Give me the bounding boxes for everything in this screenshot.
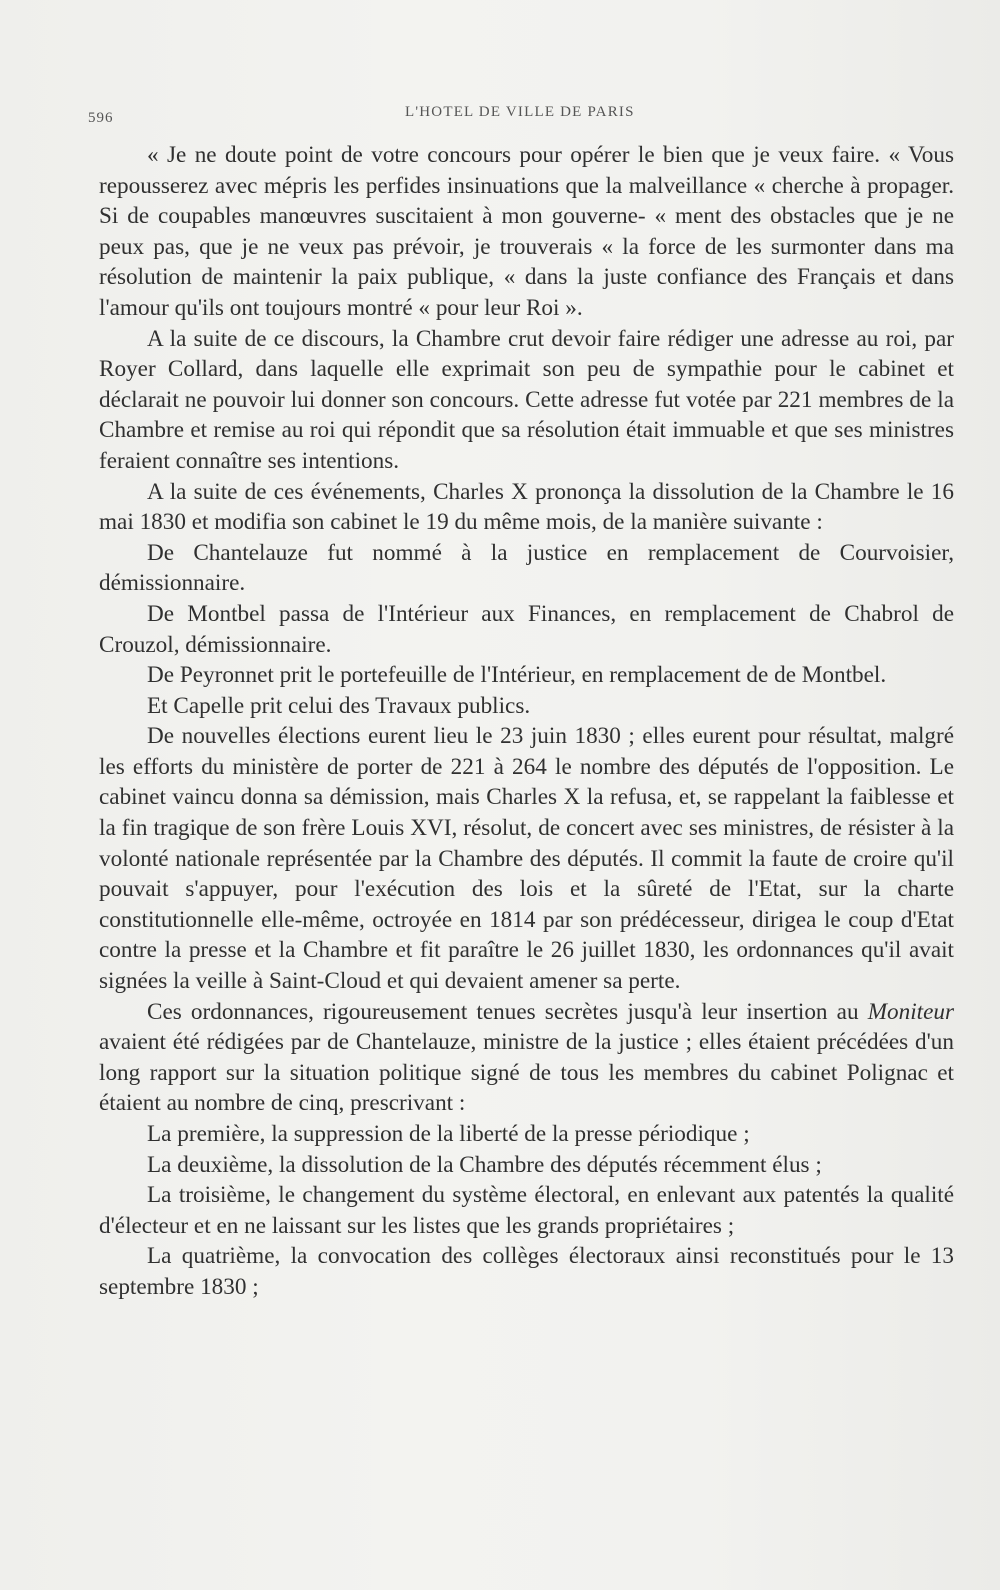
ordonnances-text-end: avaient été rédigées par de Chantelauze, ministre de la justice ; elles étaient précédées d'un long rapport sur la situation politique signé de tous les membres du cabinet Polignac et étaient au nombre de cinq, prescrivant :	[99, 1029, 954, 1117]
paragraph-adresse: A la suite de ce discours, la Chambre crut devoir faire rédiger une adresse au roi, par Royer Collard, dans laquelle elle exprimait son peu de sympathie pour le cabinet et déclarait ne pouvoir lui donner son concours. Cette adresse fut votée par 221 membres de la Chambre et remise au roi qui répondit que sa résolution était immuable et que ses ministres feraient connaître ses intentions.	[99, 325, 954, 474]
running-title: L'HOTEL DE VILLE DE PARIS	[405, 104, 635, 120]
paragraph-chantelauze: De Chantelauze fut nommé à la justice en remplacement de Courvoisier, démissionnaire.	[99, 539, 954, 597]
paragraph-quatrieme: La quatrième, la convocation des collèges électoraux ainsi reconstitués pour le 13 septembre 1830 ;	[99, 1243, 954, 1300]
paragraph-dissolution: A la suite de ces événements, Charles X prononça la dissolution de la Chambre le 16 mai 1830 et modifia son cabinet le 19 du même mois, de la manière suivante :	[99, 478, 954, 536]
paragraph-capelle: Et Capelle prit celui des Travaux publics.	[147, 692, 531, 719]
paragraph-premiere: La première, la suppression de la liberté de la presse périodique ;	[147, 1121, 750, 1147]
paragraph-deuxieme: La deuxième, la dissolution de la Chambre des députés récemment élus ;	[147, 1151, 822, 1178]
body-text	[99, 140, 954, 1303]
paragraph-montbel: De Montbel passa de l'Intérieur aux Finances, en remplacement de Chabrol de Crouzol, démissionnaire.	[99, 600, 954, 658]
moniteur-title: Moniteur	[867, 998, 954, 1025]
page-header	[88, 104, 968, 128]
ordonnances-text-start: Ces ordonnances, rigoureusement tenues secrètes jusqu'à leur insertion au	[147, 998, 868, 1025]
paragraph-troisieme: La troisième, le changement du système électoral, en enlevant aux patentés la qualité d'électeur et en ne laissant sur les listes que les grands propriétaires ;	[99, 1182, 954, 1239]
paragraph-elections: De nouvelles élections eurent lieu le 23 juin 1830 ; elles eurent pour résultat, malgré les efforts du ministère de porter de 221 à 264 le nombre des députés de l'opposition. Le cabinet vaincu donna sa démission, mais Charles X la refusa, et, se rappelant la faiblesse et la fin tragique de son frère Louis XVI, résolut, de concert avec ses ministres, de résister à la volonté nationale représentée par la Chambre des députés. Il commit la faute de croire qu'il pouvait s'appuyer, pour l'exécution des lois et la sûreté de l'Etat, sur la charte constitutionnelle elle-même, octroyée en 1814 par son prédécesseur, dirigea le coup d'Etat contre la presse et la Chambre et fit paraître le 26 juillet 1830, les ordonnances qu'il avait signées la veille à Saint-Cloud et qui devaient amener sa perte.	[99, 723, 954, 995]
royal-speech-quote: « Je ne doute point de votre concours pour opérer le bien que je veux faire. « Vous repousserez avec mépris les perfides insinuations que la malveillance « cherche à propager. Si de coupables manœuvres suscitaient à mon gouverne- « ment des obstacles que je ne peux pas, que je ne veux pas prévoir, je trouverais « la force de les surmonter dans ma résolution de maintenir la paix publique, « dans la juste confiance des Français et dans l'amour qu'ils ont toujours montré « pour leur Roi ».	[99, 142, 954, 321]
paragraph-peyronnet: De Peyronnet prit le portefeuille de l'Intérieur, en remplacement de de Montbel.	[147, 662, 887, 689]
page-number: 596	[88, 110, 114, 126]
paragraph-ordonnances	[99, 997, 954, 1119]
